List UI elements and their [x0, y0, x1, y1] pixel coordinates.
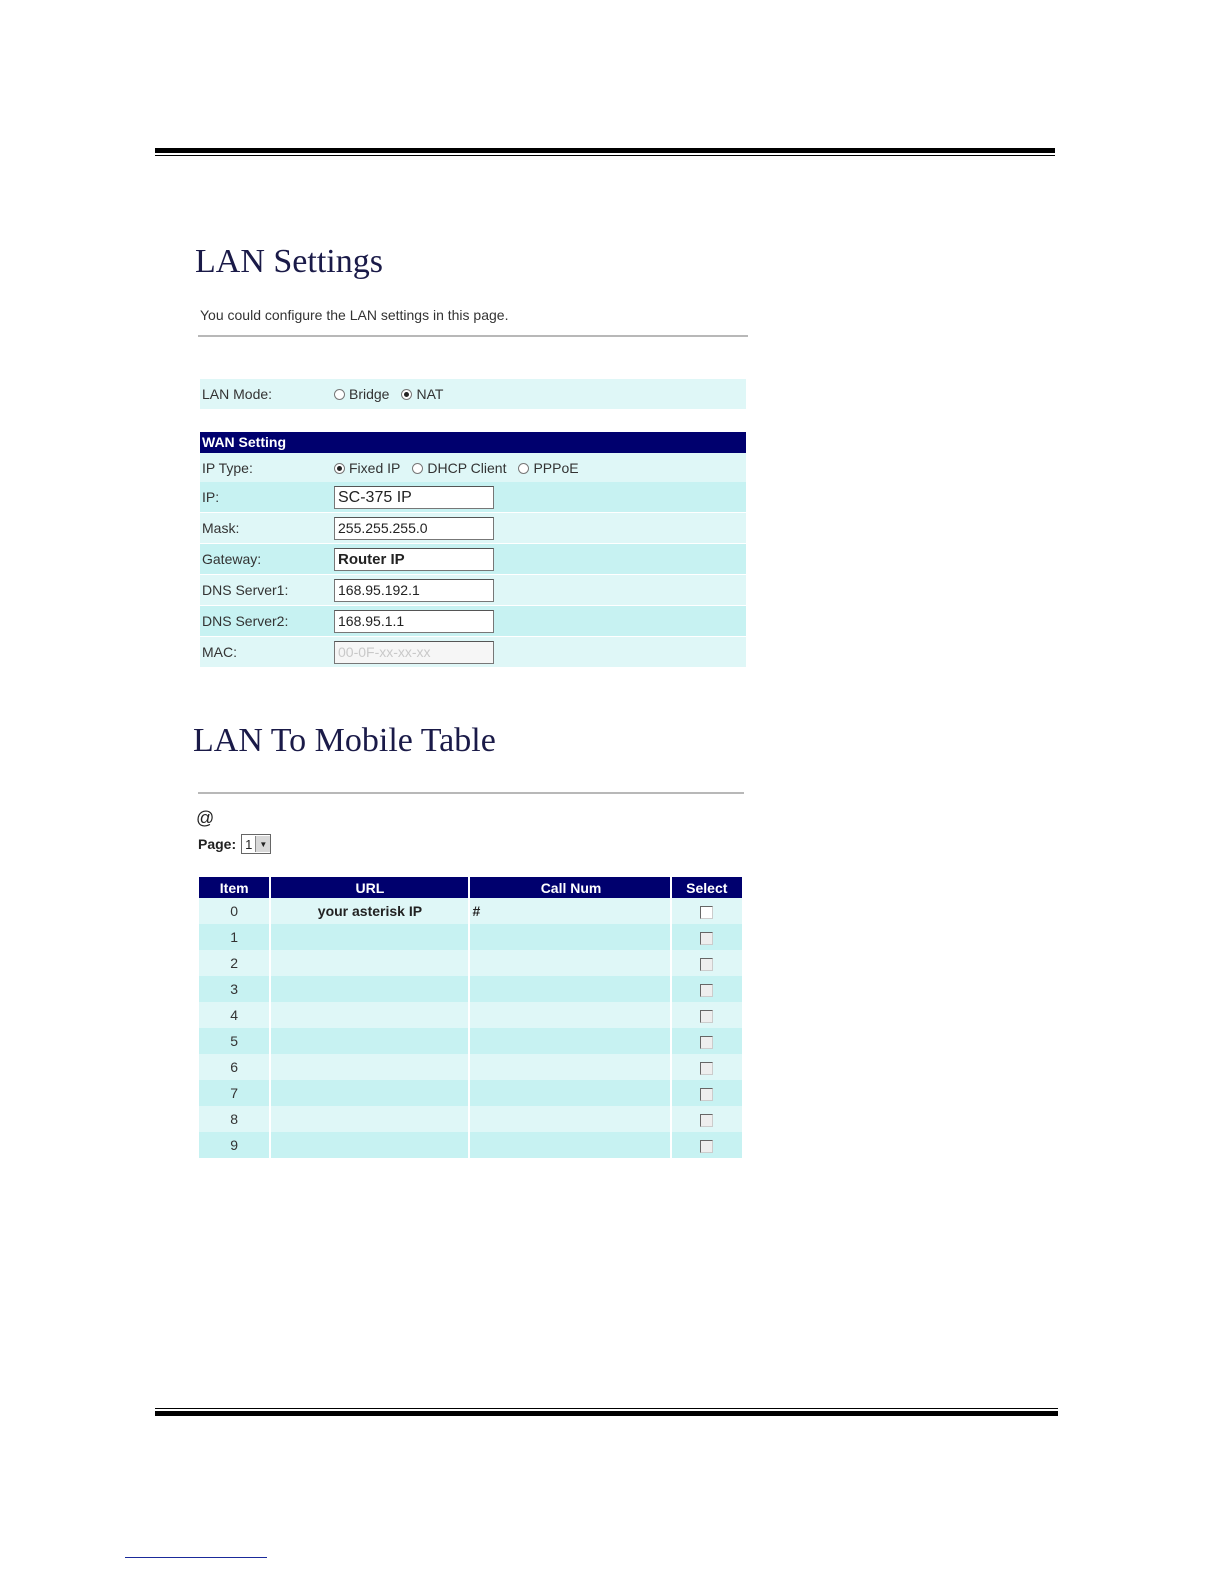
- mask-row: [200, 513, 746, 543]
- row-call-num[interactable]: [469, 1028, 670, 1054]
- row-call-num[interactable]: [469, 1132, 670, 1158]
- radio-bridge[interactable]: [334, 386, 389, 402]
- row-select-checkbox[interactable]: [700, 1062, 713, 1075]
- row-item: 1: [199, 924, 270, 950]
- row-item: 0: [199, 898, 270, 924]
- gateway-label: Gateway:: [202, 551, 262, 567]
- row-item: 4: [199, 1002, 270, 1028]
- gateway-row: [200, 544, 746, 574]
- footer-rule: [155, 1408, 1058, 1416]
- row-url[interactable]: [270, 950, 469, 976]
- radio-fixed-ip[interactable]: [334, 460, 400, 476]
- page-label: Page:: [198, 836, 237, 852]
- row-item: 7: [199, 1080, 270, 1106]
- row-select-checkbox[interactable]: [700, 1088, 713, 1101]
- row-item: 9: [199, 1132, 270, 1158]
- radio-dhcp-client-icon[interactable]: [412, 463, 423, 474]
- radio-nat-icon[interactable]: [401, 389, 412, 400]
- wan-section-header: WAN Setting: [200, 432, 746, 453]
- row-select-checkbox[interactable]: [700, 1010, 713, 1023]
- dns1-row: [200, 575, 746, 605]
- radio-pppoe-icon[interactable]: [518, 463, 529, 474]
- column-header-url: URL: [270, 877, 469, 898]
- radio-pppoe-label: PPPoE: [533, 460, 579, 476]
- table-row: [199, 1002, 742, 1028]
- dns1-input[interactable]: 168.95.192.1: [334, 579, 494, 602]
- row-url[interactable]: [270, 1080, 469, 1106]
- row-url[interactable]: [270, 1028, 469, 1054]
- row-select-checkbox[interactable]: [700, 1114, 713, 1127]
- row-url[interactable]: [270, 1054, 469, 1080]
- row-item: 2: [199, 950, 270, 976]
- at-sign-icon: @: [196, 808, 215, 828]
- row-url[interactable]: your asterisk IP: [270, 898, 469, 924]
- radio-bridge-icon[interactable]: [334, 389, 345, 400]
- page-select[interactable]: [241, 834, 271, 854]
- ip-type-row: [200, 453, 746, 483]
- row-call-num[interactable]: [469, 1080, 670, 1106]
- radio-pppoe[interactable]: [518, 460, 578, 476]
- radio-dhcp-client-label: DHCP Client: [427, 460, 507, 476]
- gateway-input[interactable]: Router IP: [334, 548, 494, 571]
- divider: [198, 335, 748, 337]
- row-select-checkbox[interactable]: [700, 1036, 713, 1049]
- header-rule: [155, 148, 1055, 156]
- dns2-label: DNS Server2:: [202, 613, 289, 629]
- column-header-select: Select: [671, 877, 742, 898]
- row-item: 6: [199, 1054, 270, 1080]
- lan-mode-row: [200, 379, 746, 409]
- table-row: [199, 924, 742, 950]
- row-select-checkbox[interactable]: [700, 906, 713, 919]
- row-call-num[interactable]: [469, 924, 670, 950]
- page-title: LAN Settings: [195, 243, 383, 280]
- divider: [198, 792, 744, 794]
- table-header-row: [199, 877, 742, 898]
- table-row: [199, 1028, 742, 1054]
- table-row: [199, 1054, 742, 1080]
- row-url[interactable]: [270, 924, 469, 950]
- column-header-call-num: Call Num: [469, 877, 670, 898]
- row-url[interactable]: [270, 1106, 469, 1132]
- table-row: [199, 976, 742, 1002]
- footnote-rule: [125, 1557, 267, 1558]
- mask-input[interactable]: 255.255.255.0: [334, 517, 494, 540]
- chevron-down-icon[interactable]: ▼: [255, 836, 270, 852]
- radio-nat[interactable]: [401, 386, 443, 402]
- radio-fixed-ip-label: Fixed IP: [349, 460, 401, 476]
- row-select-checkbox[interactable]: [700, 1140, 713, 1153]
- ip-type-label: IP Type:: [202, 460, 253, 476]
- mobile-table-title: LAN To Mobile Table: [193, 722, 496, 759]
- radio-bridge-label: Bridge: [349, 386, 390, 402]
- row-call-num[interactable]: [469, 1106, 670, 1132]
- mac-row: [200, 637, 746, 667]
- row-url[interactable]: [270, 1002, 469, 1028]
- table-row: [199, 1080, 742, 1106]
- mac-input[interactable]: 00-0F-xx-xx-xx: [334, 641, 494, 664]
- radio-dhcp-client[interactable]: [412, 460, 506, 476]
- page-description: You could configure the LAN settings in this page.: [200, 307, 509, 323]
- row-select-checkbox[interactable]: [700, 958, 713, 971]
- row-select-checkbox[interactable]: [700, 984, 713, 997]
- dns1-label: DNS Server1:: [202, 582, 289, 598]
- column-header-item: Item: [199, 877, 270, 898]
- radio-nat-label: NAT: [416, 386, 444, 402]
- table-row: [199, 898, 742, 924]
- dns2-row: [200, 606, 746, 636]
- mac-label: MAC:: [202, 644, 237, 660]
- row-call-num[interactable]: [469, 976, 670, 1002]
- ip-label: IP:: [202, 489, 220, 505]
- page-selector: [198, 834, 271, 854]
- row-call-num[interactable]: [469, 950, 670, 976]
- table-row: [199, 950, 742, 976]
- ip-input[interactable]: SC-375 IP: [334, 486, 494, 509]
- radio-fixed-ip-icon[interactable]: [334, 463, 345, 474]
- dns2-input[interactable]: 168.95.1.1: [334, 610, 494, 633]
- row-item: 8: [199, 1106, 270, 1132]
- row-url[interactable]: [270, 1132, 469, 1158]
- mobile-table: [199, 877, 742, 1158]
- row-item: 3: [199, 976, 270, 1002]
- table-row: [199, 1106, 742, 1132]
- table-row: [199, 1132, 742, 1158]
- row-select-checkbox[interactable]: [700, 932, 713, 945]
- page-select-value: 1: [245, 836, 253, 852]
- row-call-num[interactable]: [469, 1054, 670, 1080]
- row-call-num[interactable]: [469, 1002, 670, 1028]
- row-url[interactable]: [270, 976, 469, 1002]
- mask-label: Mask:: [202, 520, 240, 536]
- ip-row: [200, 482, 746, 512]
- lan-mode-label: LAN Mode:: [202, 386, 273, 402]
- row-call-num[interactable]: #: [469, 898, 670, 924]
- row-item: 5: [199, 1028, 270, 1054]
